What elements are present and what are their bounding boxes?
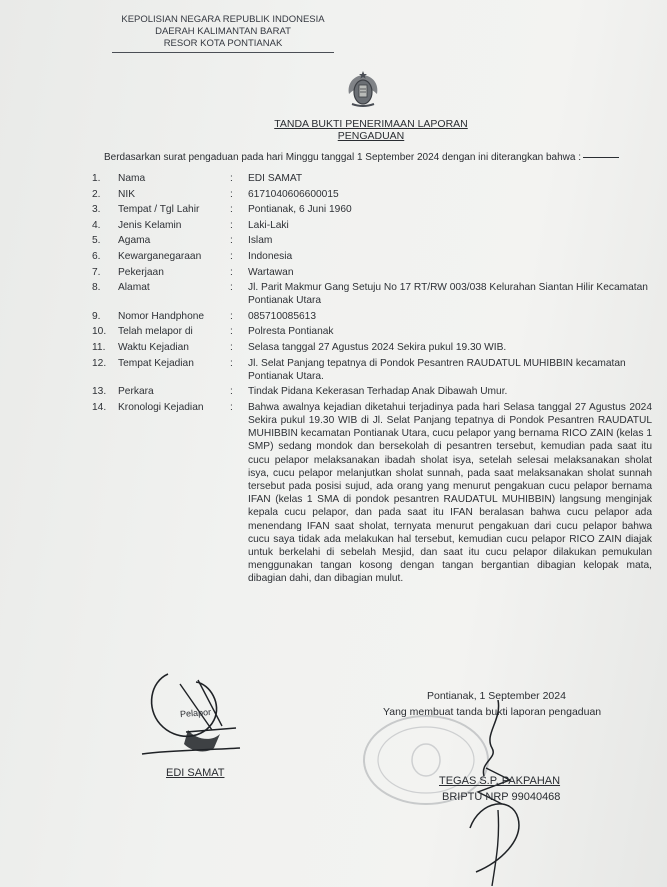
field-value: Laki-Laki (248, 219, 289, 231)
field-label: Tempat / Tgl Lahir (118, 204, 200, 216)
field-row (92, 325, 652, 338)
intro-text: Berdasarkan surat pengaduan pada hari Minggu tanggal 1 September 2024 dengan ini diterangkan bahwa : (104, 152, 582, 163)
field-number: 3. (92, 204, 101, 216)
field-row (92, 203, 652, 216)
reporter-signature (140, 668, 250, 776)
field-number: 14. (92, 401, 107, 413)
document-title: TANDA BUKTI PENERIMAAN LAPORAN PENGADUAN (274, 118, 468, 142)
field-colon: : (230, 173, 233, 184)
reporter-name: EDI SAMAT (166, 767, 225, 779)
field-label: Kronologi Kejadian (118, 401, 204, 413)
field-value: Indonesia (248, 250, 293, 262)
field-row (92, 188, 652, 201)
field-value: Wartawan (248, 266, 294, 278)
field-label: Telah melapor di (118, 326, 193, 338)
field-row (92, 310, 652, 323)
field-number: 7. (92, 266, 101, 278)
intro-statement (104, 152, 644, 163)
field-number: 12. (92, 357, 107, 369)
field-colon: : (230, 310, 233, 322)
field-number: 4. (92, 219, 101, 231)
reporter-role-label: Pelapor (179, 706, 212, 720)
report-fields (92, 172, 652, 588)
fill-line (583, 157, 619, 158)
field-colon: : (230, 282, 233, 294)
field-colon: : (230, 357, 233, 369)
field-value: EDI SAMAT (248, 173, 303, 184)
field-value: Jl. Parit Makmur Gang Setuju No 17 RT/RW 003/038 Kelurahan Siantan Hilir Kecamatan Pontianak Utara (248, 282, 648, 307)
field-label: Alamat (118, 282, 150, 294)
field-value: Selasa tanggal 27 Agustus 2024 Sekira pukul 19.30 WIB. (248, 341, 507, 353)
field-colon: : (230, 266, 233, 278)
field-value: Tindak Pidana Kekerasan Terhadap Anak Dibawah Umur. (248, 386, 508, 398)
field-row (92, 401, 652, 586)
field-number: 13. (92, 386, 107, 398)
field-colon: : (230, 250, 233, 262)
maker-caption: Yang membuat tanda bukti laporan pengaduan (383, 706, 602, 718)
field-number: 5. (92, 235, 101, 247)
field-label: Jenis Kelamin (118, 219, 182, 231)
field-label: Agama (118, 235, 151, 247)
field-colon: : (230, 326, 233, 338)
field-colon: : (230, 401, 233, 413)
field-colon: : (230, 341, 233, 353)
letterhead-line-3: RESOR KOTA PONTIANAK (163, 38, 283, 49)
field-row (92, 385, 652, 398)
field-colon: : (230, 204, 233, 216)
field-row (92, 250, 652, 263)
letterhead (112, 14, 334, 53)
field-colon: : (230, 386, 233, 398)
field-row (92, 341, 652, 354)
field-value: Jl. Selat Panjang tepatnya di Pondok Pesantren RAUDATUL MUHIBBIN kecamatan Pontianak Utara. (248, 357, 626, 382)
field-colon: : (230, 219, 233, 231)
field-colon: : (230, 188, 233, 200)
field-number: 9. (92, 310, 101, 322)
field-row (92, 266, 652, 279)
field-number: 10. (92, 326, 107, 338)
police-emblem-icon (343, 70, 383, 110)
field-colon: : (230, 235, 233, 247)
field-number: 8. (92, 282, 101, 294)
letterhead-rule (112, 52, 334, 53)
field-value: 6171040606600015 (248, 188, 339, 200)
field-number: 2. (92, 188, 101, 200)
field-label: Tempat Kejadian (118, 357, 194, 369)
field-row (92, 172, 652, 185)
field-value: Islam (248, 235, 273, 247)
field-label: Nomor Handphone (118, 310, 205, 322)
field-number: 6. (92, 250, 101, 262)
field-value: Pontianak, 6 Juni 1960 (248, 204, 352, 216)
field-label: Perkara (118, 386, 154, 398)
field-label: Waktu Kejadian (118, 341, 189, 353)
place-date: Pontianak, 1 September 2024 (427, 690, 566, 702)
officer-rank-nrp: BRIPTU NRP 99040468 (442, 791, 561, 803)
letterhead-line-2: DAERAH KALIMANTAN BARAT (155, 26, 291, 37)
field-label: Kewarganegaraan (118, 250, 202, 262)
field-label: Pekerjaan (118, 266, 164, 278)
field-row (92, 281, 652, 307)
officer-name: TEGAS S.P. PAKPAHAN (439, 775, 561, 787)
field-label: NIK (118, 188, 135, 200)
field-row (92, 357, 652, 383)
field-value: Bahwa awalnya kejadian diketahui terjadinya pada hari Selasa tanggal 27 Agustus 2024 Sekira pukul 19.30 WIB di Jl. Selat Panjang tepatnya di Pondok Pesantren RAUDATUL MUHIBBIN kecamatan Pontianak Utara, cucu pelapor yang bernama RICO ZAIN (kelas 1 SMP) sedang mondok dan bersekolah di pesantren tersebut, kemudian pada saat itu cucu pelapor melaksanakan ibadah sholat isya, setelah selesai melaksanakan sholat isya, cucu pelapor melanjutkan sholat sunnah, pada saat melaksanakan sholat sunnah tersebut pada posisi sujud, ada orang yang menurut pengakuan cucu pelapor bernama IFAN (kelas 1 SMA di pondok pesantren RAUDATUL MUHIBBIN) langsung menginjak kepala cucu pelapor, dan pada saat itu IFAN beralasan bahwa cucu pelapor ada menendang IFAN saat sholat, ternyata menurut pengakuan dari cucu pelapor bahwa cucu saya tidak ada melakukan hal tersebut, kemudian cucu pelapor RICO ZAIN diajak untuk berkelahi di sebelah Mesjid, dan saat itu cucu pelapor dilakukan pemukulan menggunakan tangan kosong dengan tangan bergantian dibagian kelopak mata, dibagian dahi, dan dibagian mulut. (248, 401, 652, 585)
field-label: Nama (118, 173, 146, 184)
letterhead-line-1: KEPOLISIAN NEGARA REPUBLIK INDONESIA (121, 14, 325, 25)
field-number: 1. (92, 173, 101, 184)
field-row (92, 234, 652, 247)
field-number: 11. (92, 341, 106, 353)
field-value: 085710085613 (248, 310, 316, 322)
field-value: Polresta Pontianak (248, 326, 334, 338)
field-row (92, 219, 652, 232)
